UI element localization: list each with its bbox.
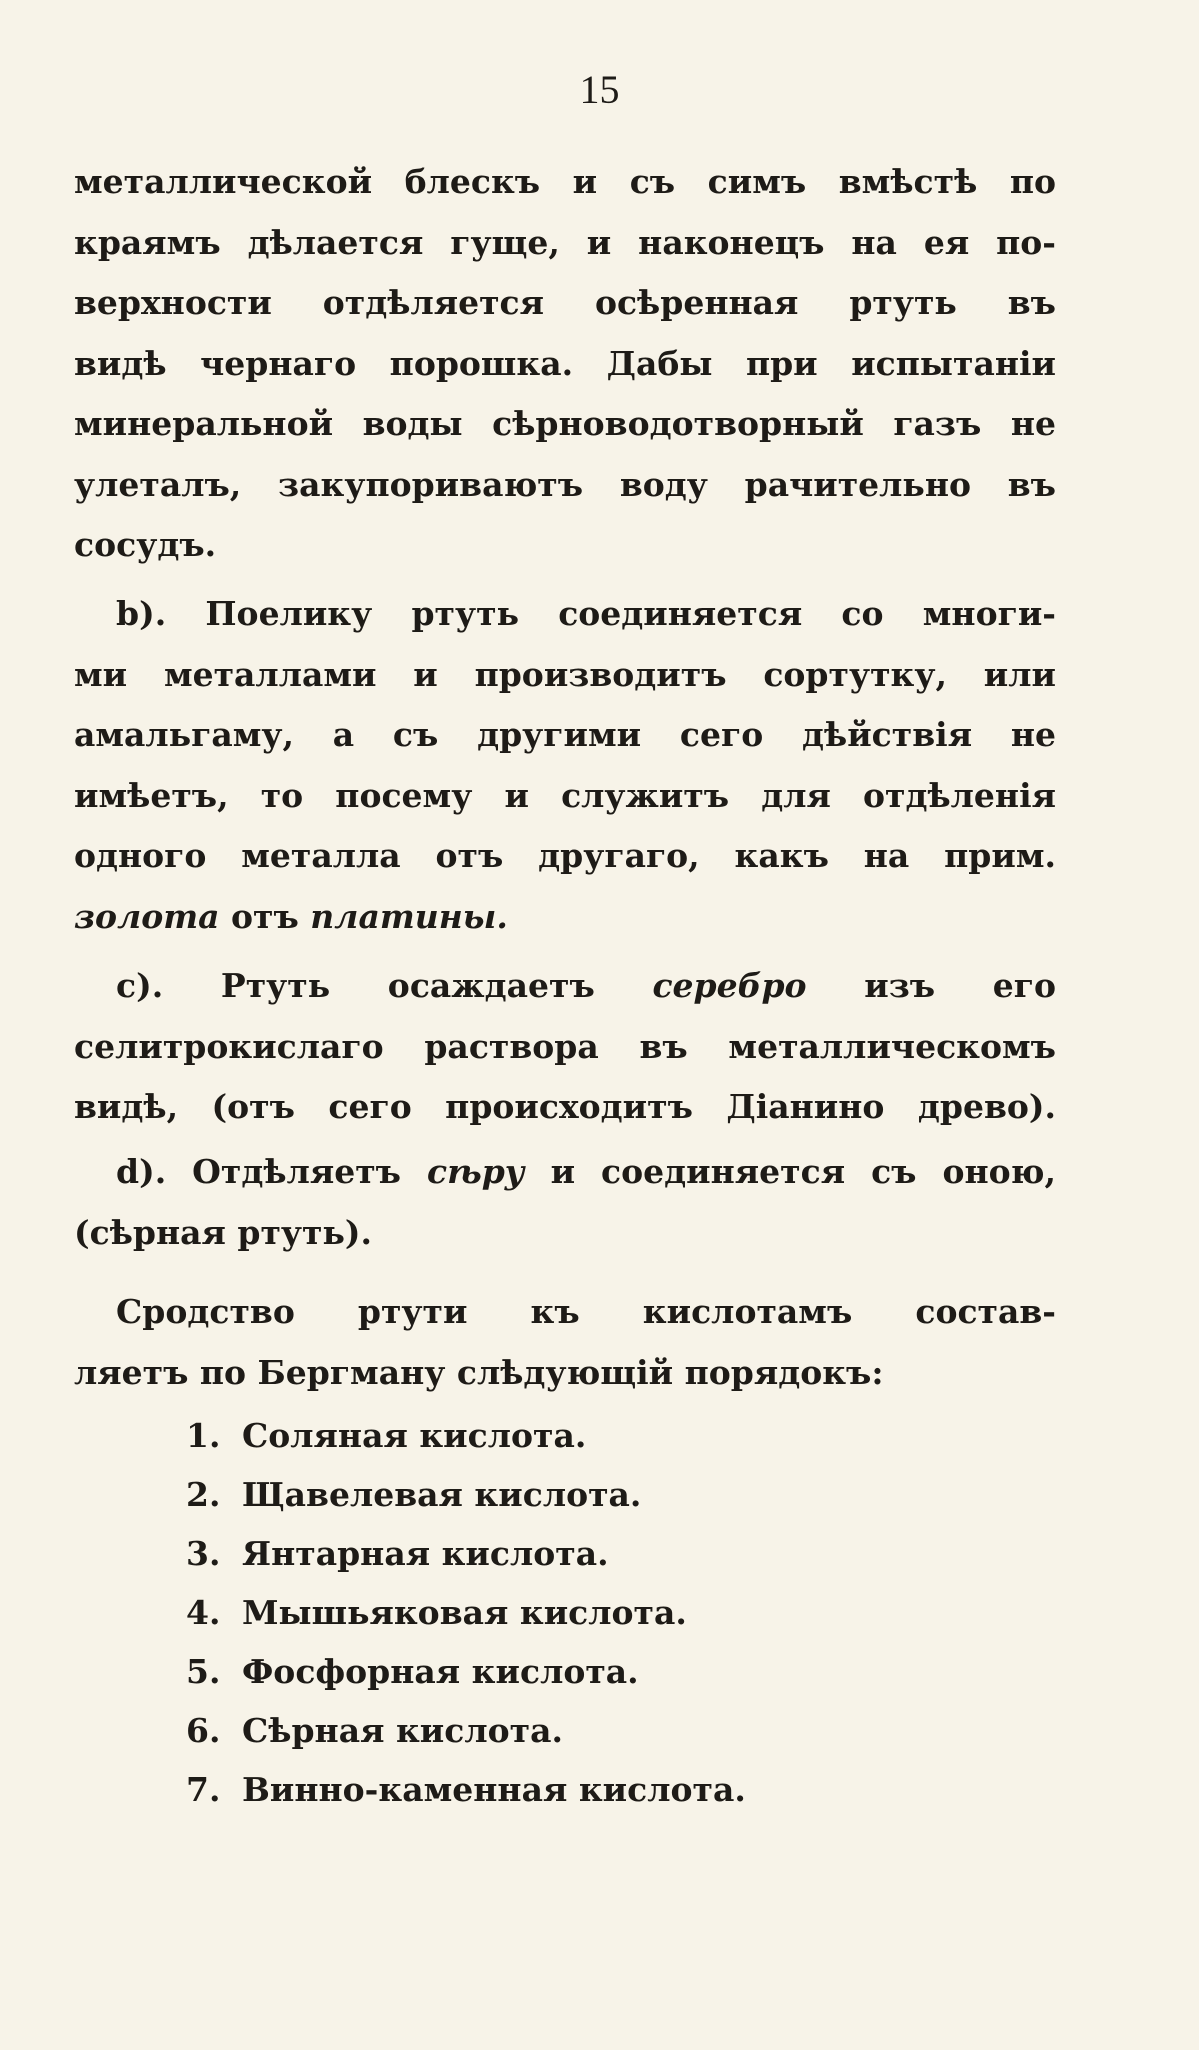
list-number: 2. <box>186 1475 221 1514</box>
text-line: верхности отдѣляется осѣренная ртуть въ <box>74 283 1056 322</box>
list-number: 1. <box>186 1416 221 1455</box>
text-line: (сѣрная ртуть). <box>74 1212 372 1252</box>
list-text: Винно-каменная кислота. <box>242 1770 746 1809</box>
italic-word-gold: золота <box>74 896 220 936</box>
list-text: Сѣрная кислота. <box>242 1711 563 1750</box>
acid-list <box>186 1406 1056 1819</box>
list-number: 7. <box>186 1770 221 1809</box>
paragraph-affinity <box>74 1282 1056 1403</box>
list-text: Янтарная кислота. <box>242 1534 609 1573</box>
text-line: металлической блескъ и съ симъ вмѣстѣ по <box>74 162 1056 201</box>
text-line: сосудъ. <box>74 525 217 564</box>
list-number: 5. <box>186 1652 221 1691</box>
list-text: Щавелевая кислота. <box>242 1475 642 1514</box>
paragraph-b <box>74 584 1056 947</box>
text-line: Сродство ртути къ кислотамъ состав- <box>116 1292 1056 1331</box>
list-item <box>186 1701 1056 1760</box>
paragraph-continuation <box>74 152 1056 576</box>
text-fragment: d). Отдѣляетъ <box>116 1152 427 1191</box>
text-line: ми металлами и производитъ сортутку, или <box>74 654 1056 694</box>
list-number: 6. <box>186 1711 221 1750</box>
italic-word-sulfur: сѣру <box>427 1152 525 1191</box>
list-text: Мышьяковая кислота. <box>242 1593 687 1632</box>
list-item <box>186 1583 1056 1642</box>
text-fragment: и соединяется съ оною, <box>524 1152 1056 1191</box>
italic-word-silver: серебро <box>652 966 807 1005</box>
list-item <box>186 1524 1056 1583</box>
text-line: ляетъ по Бергману слѣдующій порядокъ: <box>74 1352 884 1392</box>
text-line: имѣетъ, то посему и служитъ для отдѣленія <box>74 775 1056 815</box>
list-item <box>186 1760 1056 1819</box>
text-line: амальгаму, а съ другими сего дѣйствія не <box>74 715 1056 754</box>
text-fragment: изъ его <box>806 966 1056 1005</box>
text-line: видѣ чернаго порошка. Дабы при испытаніи <box>74 343 1056 383</box>
text-line: улеталъ, закупориваютъ воду рачительно въ <box>74 464 1056 504</box>
list-item <box>186 1406 1056 1465</box>
text-line: одного металла отъ другаго, какъ на прим. <box>74 836 1056 875</box>
page-number: 15 <box>579 67 620 112</box>
text-fragment: отъ <box>219 896 311 936</box>
list-number: 3. <box>186 1534 221 1573</box>
text-fragment: c). Ртуть осаждаетъ <box>116 966 653 1005</box>
text-line: b). Поелику ртуть соединяется со многи- <box>116 594 1056 633</box>
text-line <box>74 887 1056 948</box>
text-line: видѣ, (отъ сего происходитъ Діанино древо). <box>74 1087 1056 1126</box>
text-line <box>74 956 1056 1017</box>
list-item <box>186 1642 1056 1701</box>
list-item <box>186 1465 1056 1524</box>
paragraph-c <box>74 956 1056 1138</box>
italic-word-platinum: платины. <box>310 896 508 936</box>
text-line: селитрокислаго раствора въ металлическомъ <box>74 1026 1056 1066</box>
list-number: 4. <box>186 1593 221 1632</box>
text-line <box>74 1142 1056 1203</box>
list-text: Фосфорная кислота. <box>242 1652 639 1691</box>
paragraph-d <box>74 1142 1056 1263</box>
text-line: краямъ дѣлается гуще, и наконецъ на ея по- <box>74 222 1056 262</box>
list-text: Соляная кислота. <box>242 1416 587 1455</box>
text-line: минеральной воды сѣрноводотворный газъ не <box>74 404 1056 443</box>
